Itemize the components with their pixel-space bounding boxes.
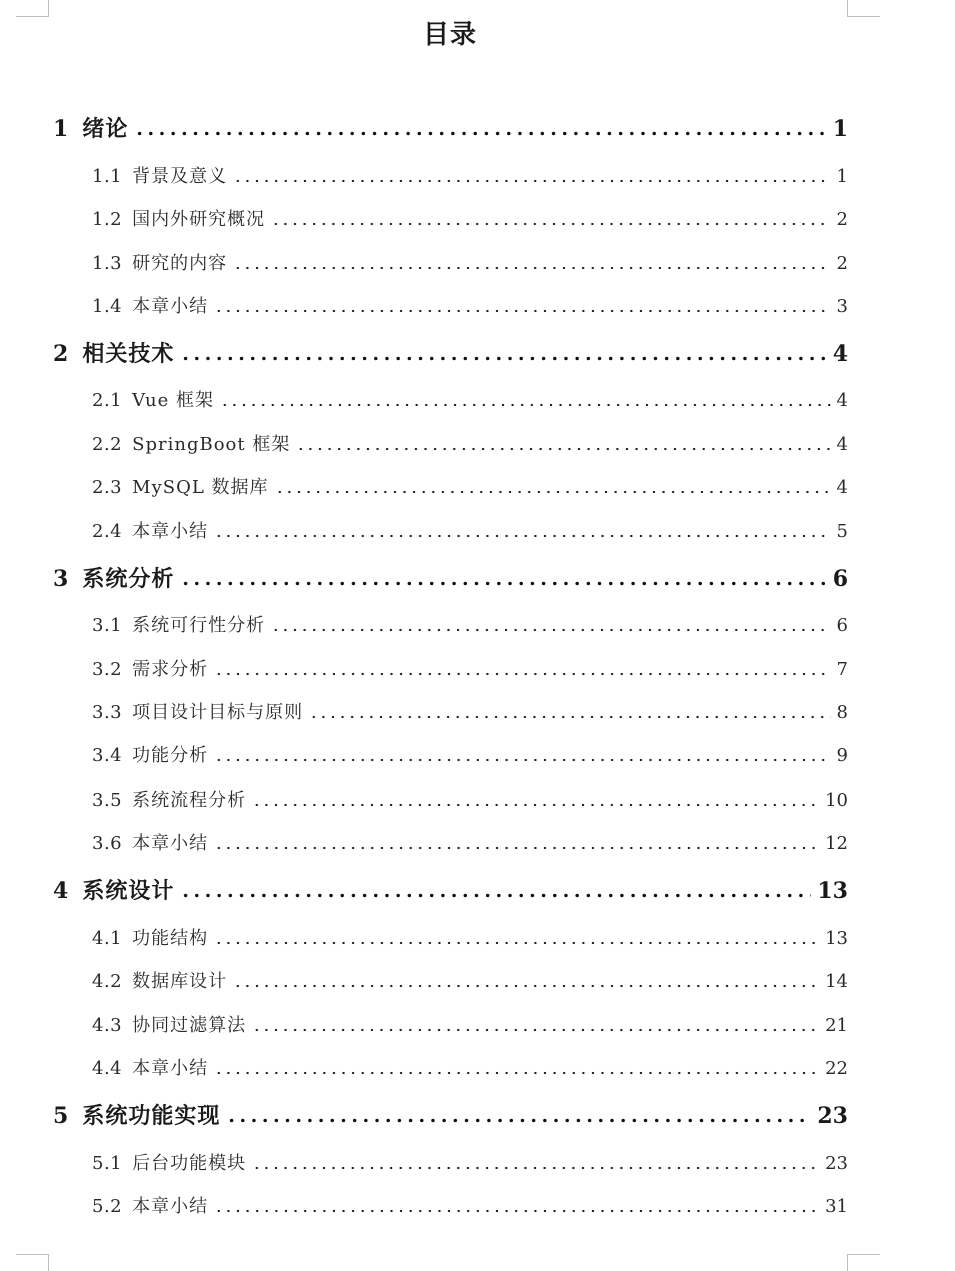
toc-entry-title: 后台功能模块	[132, 1153, 247, 1174]
toc-entry-page-number: 4	[836, 477, 848, 498]
toc-section-entry[interactable]	[92, 967, 848, 993]
toc-section-entry[interactable]	[92, 924, 848, 950]
toc-entry-number: 3.6	[92, 833, 123, 854]
toc-entry-number: 5.2	[92, 1196, 123, 1217]
toc-entry-number: 4.3	[92, 1015, 123, 1036]
toc-entry-number: 1.3	[92, 253, 123, 274]
toc-entry-title: 研究的内容	[132, 253, 228, 274]
toc-entry-page-number: 4	[836, 434, 848, 455]
toc-dot-leader	[271, 222, 830, 226]
toc-entry-page-number: 14	[825, 971, 848, 992]
toc-entry-number: 2.4	[92, 521, 123, 542]
toc-entry-title: 功能分析	[132, 745, 209, 766]
toc-entry-title: MySQL 数据库	[132, 477, 269, 498]
toc-entry-page-number: 6	[836, 615, 848, 636]
toc-dot-leader	[214, 1071, 819, 1075]
toc-section-entry[interactable]	[92, 1149, 848, 1175]
toc-section-entry[interactable]	[92, 162, 848, 188]
toc-entry-page-number: 12	[825, 833, 848, 854]
toc-dot-leader	[226, 1118, 811, 1123]
toc-entry-number: 1.4	[92, 296, 123, 317]
toc-entry-number: 4.4	[92, 1058, 123, 1079]
toc-dot-leader	[214, 1209, 819, 1213]
toc-dot-leader	[275, 490, 831, 494]
toc-entry-number: 2.2	[92, 434, 123, 455]
toc-entry-number: 2.3	[92, 477, 123, 498]
toc-chapter-entry[interactable]	[53, 1099, 848, 1129]
toc-entry-page-number: 13	[825, 928, 848, 949]
toc-entry-number: 3.5	[92, 790, 123, 811]
toc-entry-page-number: 2	[836, 253, 848, 274]
toc-entry-title: 协同过滤算法	[132, 1015, 247, 1036]
toc-section-entry[interactable]	[92, 1054, 848, 1080]
toc-chapter-entry[interactable]	[53, 562, 848, 592]
toc-entry-title: 背景及意义	[132, 166, 228, 187]
toc-entry-page-number: 6	[832, 566, 848, 592]
toc-entry-number: 1	[53, 116, 69, 142]
toc-entry-title: 项目设计目标与原则	[132, 702, 304, 723]
toc-section-entry[interactable]	[92, 473, 848, 499]
toc-entry-page-number: 21	[825, 1015, 848, 1036]
toc-entry-number: 1.1	[92, 166, 123, 187]
toc-dot-leader	[296, 447, 830, 451]
toc-section-entry[interactable]	[92, 786, 848, 812]
toc-entry-page-number: 9	[836, 745, 848, 766]
toc-entry-title: 系统可行性分析	[132, 615, 266, 636]
toc-title: 目录	[422, 20, 477, 50]
toc-dot-leader	[214, 846, 819, 850]
toc-section-entry[interactable]	[92, 741, 848, 767]
toc-dot-leader	[252, 1166, 819, 1170]
toc-section-entry[interactable]	[92, 430, 848, 456]
toc-entry-title: 本章小结	[132, 1196, 209, 1217]
toc-entry-page-number: 1	[836, 166, 848, 187]
toc-dot-leader	[220, 403, 831, 407]
toc-entry-page-number: 3	[836, 296, 848, 317]
toc-dot-leader	[180, 581, 826, 586]
toc-entry-page-number: 23	[825, 1153, 848, 1174]
toc-entry-page-number: 4	[832, 341, 848, 367]
toc-section-entry[interactable]	[92, 1011, 848, 1037]
toc-entry-page-number: 7	[836, 659, 848, 680]
toc-section-entry[interactable]	[92, 655, 848, 681]
toc-entry-page-number: 2	[836, 209, 848, 230]
toc-section-entry[interactable]	[92, 611, 848, 637]
toc-section-entry[interactable]	[92, 386, 848, 412]
toc-chapter-entry[interactable]	[53, 112, 848, 142]
toc-entry-title: 数据库设计	[132, 971, 228, 992]
toc-entry-page-number: 13	[817, 878, 848, 904]
toc-entry-title: 本章小结	[132, 521, 209, 542]
toc-entry-number: 2	[53, 341, 69, 367]
toc-dot-leader	[134, 131, 826, 136]
toc-entry-number: 2.1	[92, 390, 123, 411]
toc-entry-title: 本章小结	[132, 833, 209, 854]
toc-section-entry[interactable]	[92, 292, 848, 318]
toc-dot-leader	[233, 179, 830, 183]
toc-entry-page-number: 1	[832, 116, 848, 142]
toc-entry-page-number: 22	[825, 1058, 848, 1079]
toc-entry-title: 国内外研究概况	[132, 209, 266, 230]
toc-entry-number: 1.2	[92, 209, 123, 230]
toc-entry-page-number: 5	[836, 521, 848, 542]
toc-entry-title: Vue 框架	[132, 390, 214, 411]
toc-dot-leader	[252, 1028, 819, 1032]
toc-entry-page-number: 4	[836, 390, 848, 411]
toc-entry-number: 3.4	[92, 745, 123, 766]
toc-section-entry[interactable]	[92, 517, 848, 543]
toc-entry-page-number: 23	[817, 1103, 848, 1129]
toc-dot-leader	[233, 984, 819, 988]
toc-entry-title: 本章小结	[132, 296, 209, 317]
toc-entry-page-number: 8	[836, 702, 848, 723]
toc-dot-leader	[214, 309, 830, 313]
toc-dot-leader	[233, 266, 830, 270]
toc-entry-title: 系统设计	[82, 878, 175, 904]
toc-entry-title: 系统功能实现	[82, 1103, 221, 1129]
toc-entry-number: 4	[53, 878, 69, 904]
toc-entry-title: 本章小结	[132, 1058, 209, 1079]
toc-entry-title: 绪论	[82, 116, 129, 142]
toc-entry-title: 相关技术	[82, 341, 175, 367]
toc-section-entry[interactable]	[92, 698, 848, 724]
toc-entry-number: 3.3	[92, 702, 123, 723]
toc-entry-title: SpringBoot 框架	[132, 434, 291, 455]
toc-chapter-entry[interactable]	[53, 874, 848, 904]
toc-entry-title: 系统分析	[82, 566, 175, 592]
toc-dot-leader	[180, 356, 826, 361]
toc-dot-leader	[180, 893, 811, 898]
toc-entry-page-number: 10	[825, 790, 848, 811]
toc-entry-number: 5	[53, 1103, 69, 1129]
toc-entry-title: 功能结构	[132, 928, 209, 949]
toc-entry-page-number: 31	[825, 1196, 848, 1217]
toc-dot-leader	[214, 941, 819, 945]
toc-entry-number: 4.2	[92, 971, 123, 992]
toc-entry-number: 3	[53, 566, 69, 592]
toc-dot-leader	[252, 803, 819, 807]
toc-section-entry[interactable]	[92, 1192, 848, 1218]
toc-entry-number: 4.1	[92, 928, 123, 949]
toc-dot-leader	[309, 715, 830, 719]
toc-chapter-entry[interactable]	[53, 337, 848, 367]
toc-section-entry[interactable]	[92, 205, 848, 231]
toc-section-entry[interactable]	[92, 829, 848, 855]
toc-dot-leader	[214, 758, 830, 762]
toc-entry-number: 3.2	[92, 659, 123, 680]
toc-dot-leader	[214, 672, 830, 676]
toc-entry-title: 系统流程分析	[132, 790, 247, 811]
toc-section-entry[interactable]	[92, 249, 848, 275]
toc-dot-leader	[214, 534, 830, 538]
toc-entry-number: 3.1	[92, 615, 123, 636]
toc-entry-number: 5.1	[92, 1153, 123, 1174]
toc-entry-title: 需求分析	[132, 659, 209, 680]
toc-dot-leader	[271, 628, 830, 632]
